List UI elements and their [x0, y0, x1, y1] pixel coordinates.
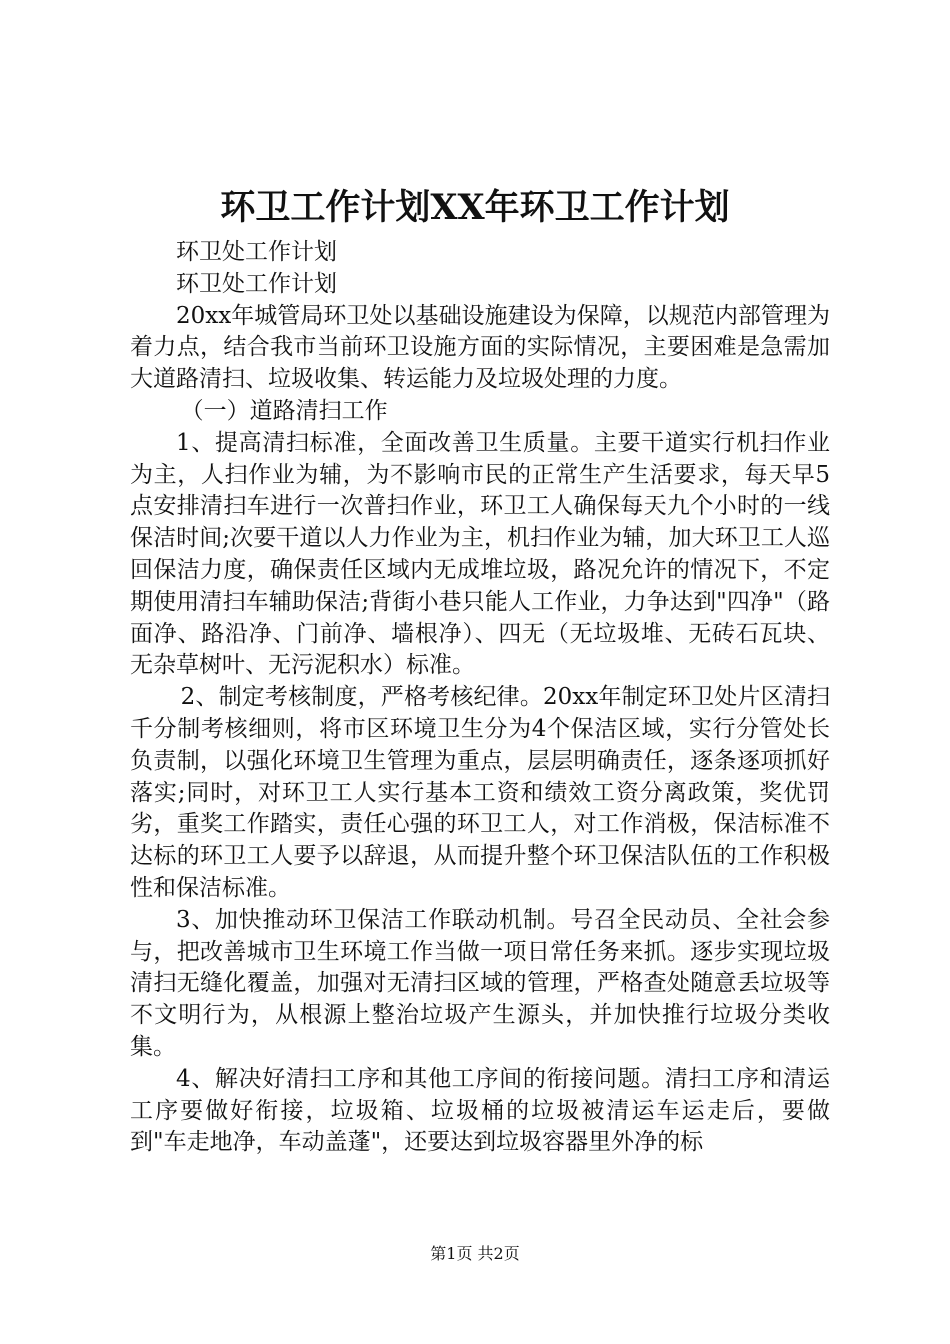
paragraph-item-3: 3、加快推动环卫保洁工作联动机制。号召全民动员、全社会参与，把改善城市卫生环境工作当做一项日常任务来抓。逐步实现垃圾清扫无缝化覆盖，加强对无清扫区域的管理，严格查处随意丢垃圾等不文明行为，从根源上整治垃圾产生源头，并加快推行垃圾分类收集。: [130, 906, 830, 1060]
section-heading-road-cleaning: （一）道路清扫工作: [180, 397, 388, 424]
document-title: 环卫工作计划XX年环卫工作计划: [220, 187, 730, 228]
page-number-footer: 第1页 共2页: [430, 1244, 520, 1263]
paragraph-heading-2: 环卫处工作计划: [176, 270, 337, 297]
paragraph-item-1: 1、提高清扫标准，全面改善卫生质量。主要干道实行机扫作业为主，人扫作业为辅，为不影响市民的正常生产生活要求，每天早5点安排清扫车进行一次普扫作业，环卫工人确保每天九个小时的一线保洁时间;次要干道以人力作业为主，机扫作业为辅，加大环卫工人巡回保洁力度，确保责任区域内无成堆垃圾，路况允许的情况下，不定期使用清扫车辅助保洁;背街小巷只能人工作业，力争达到"四净"（路面净、路沿净、门前净、墙根净）、四无（无垃圾堆、无砖石瓦块、无杂草树叶、无污泥积水）标准。: [130, 429, 830, 679]
paragraph-item-2: 2、制定考核制度，严格考核纪律。20xx年制定环卫处片区清扫千分制考核细则，将市区环境卫生分为4个保洁区域，实行分管处长负责制，以强化环境卫生管理为重点，层层明确责任，逐条逐项抓好落实;同时，对环卫工人实行基本工资和绩效工资分离政策，奖优罚劣，重奖工作踏实，责任心强的环卫工人，对工作消极，保洁标准不达标的环卫工人要予以辞退，从而提升整个环卫保洁队伍的工作积极性和保洁标准。: [130, 684, 830, 901]
paragraph-intro: 20xx年城管局环卫处以基础设施建设为保障，以规范内部管理为着力点，结合我市当前环卫设施方面的实际情况，主要困难是急需加大道路清扫、垃圾收集、转运能力及垃圾处理的力度。: [130, 302, 830, 393]
paragraph-heading-1: 环卫处工作计划: [176, 239, 337, 265]
document-body: [130, 237, 830, 1159]
paragraph-item-4: 4、解决好清扫工序和其他工序间的衔接问题。清扫工序和清运工序要做好衔接，垃圾箱、垃圾桶的垃圾被清运车运走后，要做到"车走地净，车动盖蓬"，还要达到垃圾容器里外净的标: [130, 1065, 830, 1156]
